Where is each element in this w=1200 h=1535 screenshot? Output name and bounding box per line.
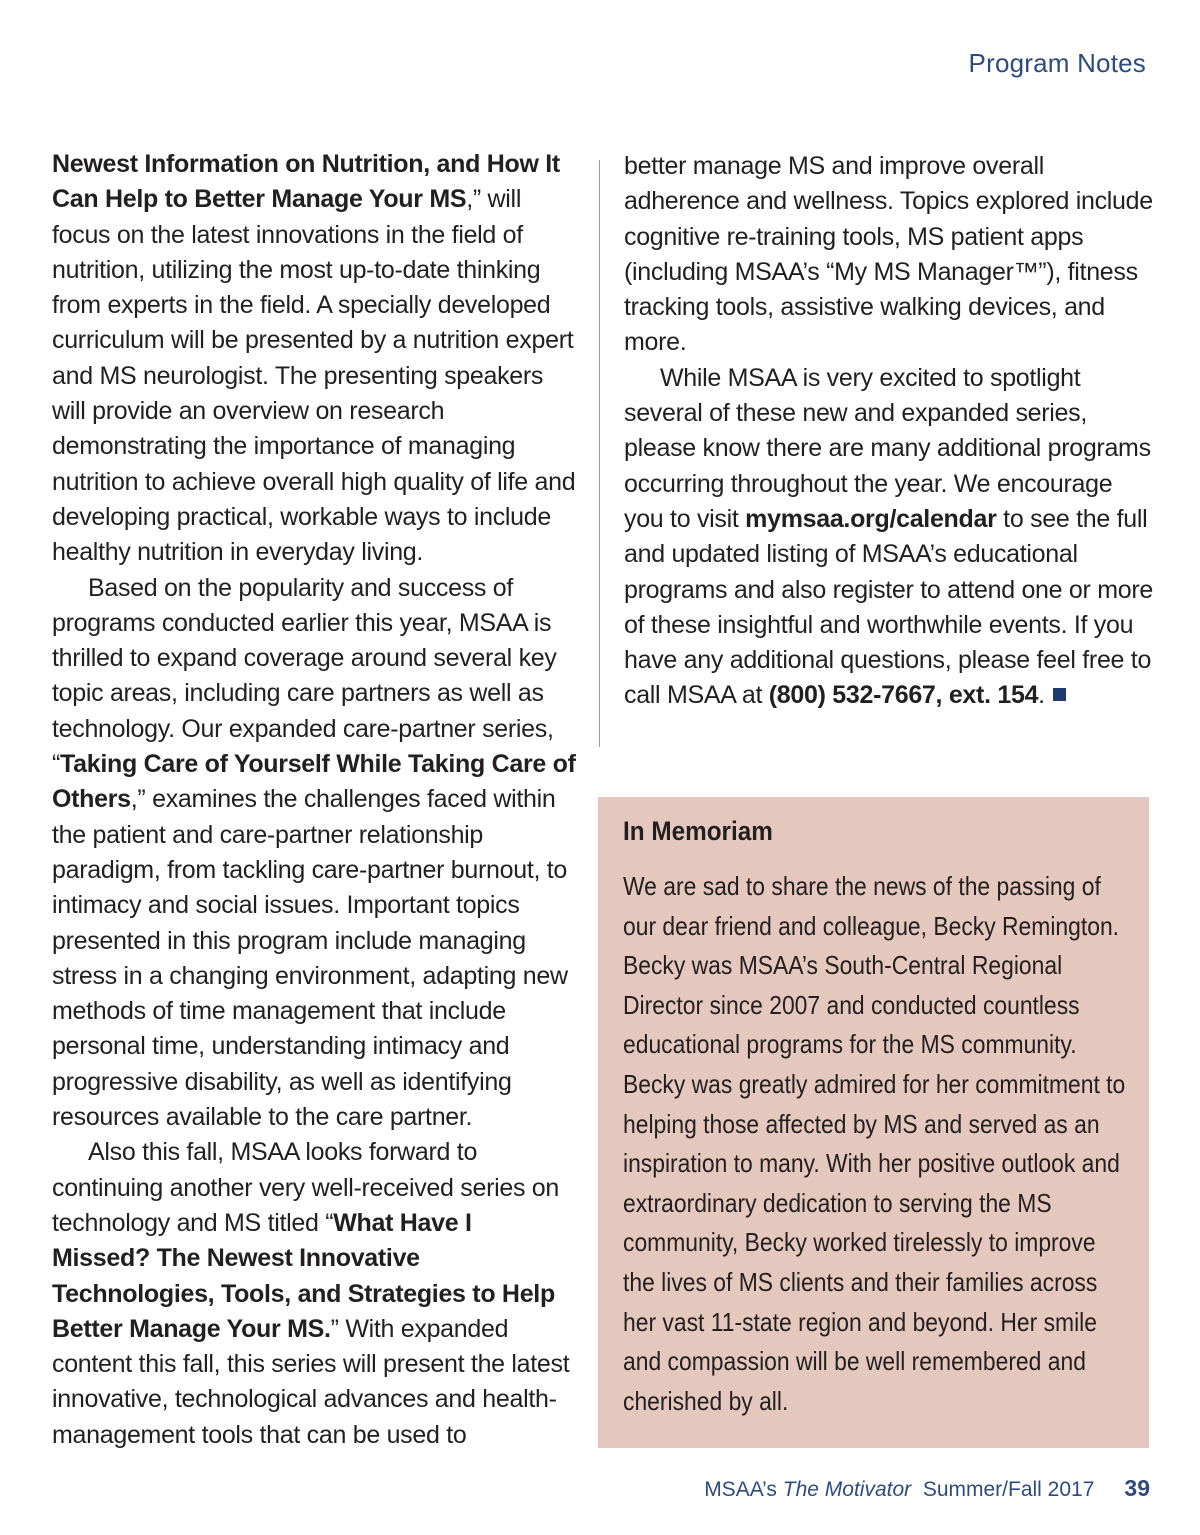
paragraph-care-partner bbox=[52, 571, 576, 1136]
left-column bbox=[52, 147, 576, 1453]
phone-number: (800) 532-7667, ext. 154 bbox=[768, 681, 1039, 710]
calendar-link[interactable]: mymsaa.org/calendar bbox=[745, 504, 997, 533]
footer-org: MSAA’s bbox=[704, 1478, 783, 1501]
paragraph-text: Based on the popularity and success of programs conducted earlier this year, MSAA is thrilled to expand coverage around several key topic areas, including care partners as well as technology. Our expanded care-partner series, “ bbox=[52, 573, 557, 779]
care-partner-series-title: Taking Care of Yourself While Taking Care of Others bbox=[52, 750, 576, 814]
nutrition-series-title: Newest Information on Nutrition, and How It Can Help to Better Manage Your MS bbox=[52, 150, 560, 214]
paragraph-text: Also this fall, MSAA looks forward to continuing another very well-received series on technology and MS titled “ bbox=[52, 1138, 560, 1237]
paragraph-text: to see the full and updated listing of MSAA’s educational programs and also register to attend one or more of these insightful and worthwhile events. If you have any additional questions, please feel free to call MSAA at bbox=[624, 504, 1153, 710]
paragraph-text: ,” will focus on the latest innovations in the field of nutrition, utilizing the most up-to-date thinking from experts in the field. A specially developed curriculum will be presented by a nutrition expert and MS neurologist. The presenting speakers will provide an overview on research demonstrating the importance of managing nutrition to achieve overall high quality of life and developing practical, workable ways to include healthy nutrition in everyday living. bbox=[52, 185, 576, 567]
end-of-article-icon bbox=[1053, 688, 1066, 701]
paragraph-technology-cont: better manage MS and improve overall adherence and wellness. Topics explored include cognitive re-training tools, MS patient apps (including MSAA’s “My MS Manager™”), fitness tracking tools, assistive walking devices, and more. bbox=[624, 152, 1153, 357]
footer-magazine: The Motivator bbox=[782, 1478, 912, 1501]
technology-series-title: What Have I Missed? The Newest Innovative Technologies, Tools, and Strategies to Help Better Manage Your MS. bbox=[52, 1208, 555, 1343]
paragraph-technology bbox=[52, 1135, 576, 1453]
memoriam-box bbox=[598, 797, 1149, 1448]
page-footer bbox=[704, 1475, 1150, 1502]
page-number: 39 bbox=[1124, 1475, 1150, 1501]
footer-issue: Summer/Fall 2017 bbox=[922, 1478, 1095, 1501]
paragraph-nutrition bbox=[52, 147, 576, 571]
paragraph-text: While MSAA is very excited to spotlight several of these new and expanded series, please know there are many additional programs occurring throughout the year. We encourage you to visit bbox=[624, 363, 1151, 533]
paragraph-text: ,” examines the challenges faced within the patient and care-partner relationship paradigm, from tackling care-partner burnout, to intimacy and social issues. Important topics presented in this program include managing stress in a changing environment, adapting new methods of time management that include personal time, understanding intimacy and progressive disability, as well as identifying resources available to the care partner. bbox=[52, 785, 568, 1132]
section-label: Program Notes bbox=[968, 48, 1146, 78]
memoriam-body: We are sad to share the news of the passing of our dear friend and colleague, Becky Remington. Becky was MSAA’s South-Central Regional Director since 2007 and conducted countless educational programs for the MS community. Becky was greatly admired for her commitment to helping those affected by MS and served as an inspiration to many. With her positive outlook and extraordinary dedication to serving the MS community, Becky worked tirelessly to improve the lives of MS clients and their families across her vast 11-state region and beyond. Her smile and compassion will be well remembered and cherished by all. bbox=[623, 871, 1126, 1416]
right-column bbox=[624, 149, 1154, 714]
paragraph-calendar bbox=[624, 361, 1154, 714]
paragraph-text: . bbox=[1038, 681, 1045, 710]
paragraph-text: ” With expanded content this fall, this series will present the latest innovative, technological advances and health-management tools that can be used to bbox=[52, 1314, 570, 1449]
column-divider bbox=[599, 160, 600, 747]
memoriam-title: In Memoriam bbox=[623, 816, 773, 846]
